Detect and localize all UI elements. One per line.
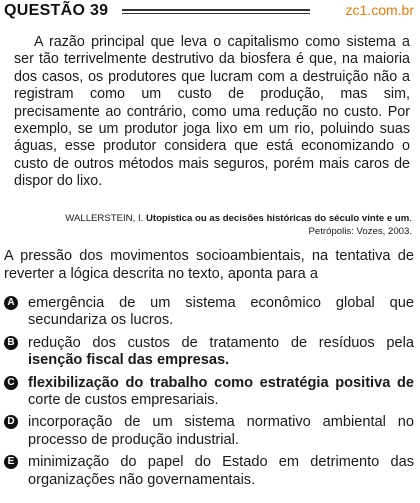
citation-title: Utopística ou as decisões históricas do século vinte e um xyxy=(145,213,410,224)
citation-publication: Petrópolis: Vozes, 2003. xyxy=(308,226,412,237)
option-a-text: emergência de um sistema econômico global que secundariza os lucros. xyxy=(28,295,414,329)
option-b-badge: B xyxy=(4,336,18,350)
site-link[interactable]: zc1.com.br xyxy=(345,2,414,18)
passage xyxy=(14,34,410,191)
option-e-text: minimização do papel do Estado em detrimento das organizações não governamentais. xyxy=(28,454,414,488)
option-b-text-bold: isenção fiscal das empresas. xyxy=(28,352,230,369)
option-c-text: corte de custos empresariais. xyxy=(28,392,219,409)
option-d-text: incorporação de um sistema normativo ambiental no processo de produção industrial. xyxy=(28,414,414,448)
citation-line xyxy=(32,212,412,225)
option-c-badge: C xyxy=(4,376,18,390)
answer-options xyxy=(4,295,414,494)
citation-author: WALLERSTEIN, I. xyxy=(65,213,146,224)
option-d-badge: D xyxy=(4,415,18,429)
option-b[interactable] xyxy=(4,335,414,370)
question-stem: A pressão dos movimentos socioambientais, na tentativa de reverter a lógica descrita no texto, aponta para a xyxy=(4,248,414,282)
option-c-text-bold: flexibilização do trabalho como estratégia positiva de xyxy=(28,374,414,391)
option-e-badge: E xyxy=(4,455,18,469)
option-a[interactable] xyxy=(4,295,414,330)
option-e[interactable] xyxy=(4,454,414,489)
option-b-text: redução dos custos de tratamento de resíduos pela xyxy=(28,334,414,351)
passage-text: A razão principal que leva o capitalismo como sistema a ser tão terrivelmente destrutivo da biosfera é que, na maioria dos casos, os produtores que lucram com a destruição não a registram como um custo de produção, mas sim, precisamente ao contrário, como uma redução no custo. Por exemplo, se um produtor joga lixo em um rio, poluindo suas águas, esse produtor considera que está economizando o custo de outros métodos mais seguros, porém mais caros de dispor do lixo. xyxy=(14,34,410,190)
citation-after-title: . xyxy=(409,213,412,224)
question-title: QUESTÃO 39 xyxy=(4,2,109,19)
option-c[interactable] xyxy=(4,375,414,410)
header-rule xyxy=(122,9,310,14)
option-d[interactable] xyxy=(4,414,414,449)
option-a-badge: A xyxy=(4,296,18,310)
question-header xyxy=(4,2,414,22)
source-citation xyxy=(32,212,412,238)
